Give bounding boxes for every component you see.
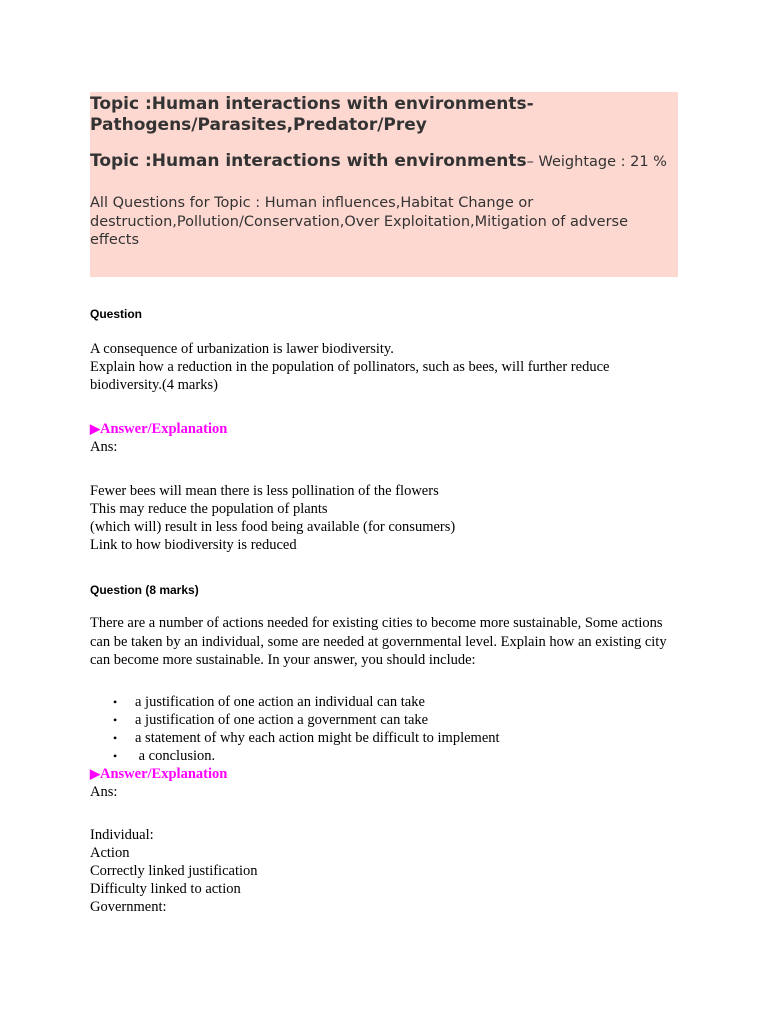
answer-explanation-toggle-2[interactable] — [90, 765, 678, 783]
answer-toggle-label: Answer/Explanation — [100, 765, 228, 782]
question-1-line: A consequence of urbanization is lawer biodiversity. — [90, 341, 394, 357]
list-item: • a justification of one action an individual can take — [135, 693, 678, 711]
answer-1-line: Fewer bees will mean there is less pollination of the flowers — [90, 483, 439, 499]
question-2-intro: There are a number of actions needed for existing cities to become more sustainable, Some actions can be taken by an individual, some are needed at governmental level. Explain how an existing city can become more sustainable. In your answer, you should include: — [90, 615, 667, 668]
question-2-label: Question (8 marks) — [90, 583, 199, 597]
document-page — [90, 92, 678, 916]
ans-label-2: Ans: — [90, 783, 118, 800]
answer-2-line: Government: — [90, 898, 167, 915]
answer-2-body — [90, 826, 678, 916]
answer-1-line: This may reduce the population of plants — [90, 501, 328, 517]
requirements-list — [90, 693, 678, 765]
answer-2-line: Difficulty linked to action — [90, 880, 241, 897]
answer-2-line: Individual: — [90, 826, 154, 843]
answer-2-line: Action — [90, 844, 130, 861]
answer-1-line: (which will) result in less food being available (for consumers) — [90, 519, 456, 535]
question-1-line: Explain how a reduction in the population of pollinators, such as bees, will further reduce biodiversity.(4 marks) — [90, 359, 610, 393]
list-item: • a statement of why each action might be difficult to implement — [135, 729, 678, 747]
topic-header-box — [90, 92, 678, 277]
answer-2-line: Correctly linked justification — [90, 862, 258, 879]
question-1-label: Question — [90, 307, 143, 321]
question-1-body — [90, 340, 678, 394]
list-item: • a justification of one action a government can take — [135, 711, 678, 729]
topic-subtitle-bold: Topic :Human interactions with environments — [90, 151, 527, 171]
answer-1-body — [90, 482, 678, 554]
all-questions-text: All Questions for Topic : Human influences,Habitat Change or destruction,Pollution/Conservation,Over Exploitation,Mitigation of adverse effects — [90, 195, 629, 248]
list-item: • a conclusion. — [135, 747, 678, 765]
answer-explanation-toggle-1[interactable] — [90, 420, 678, 438]
play-triangle-icon: ▶ — [90, 765, 100, 781]
weightage-text: – Weightage : 21 % — [526, 154, 667, 170]
topic-title: Topic :Human interactions with environments-Pathogens/Parasites,Predator/Prey — [90, 94, 534, 135]
answer-1-line: Link to how biodiversity is reduced — [90, 537, 297, 553]
play-triangle-icon: ▶ — [90, 421, 100, 436]
topic-subtitle — [90, 152, 678, 172]
answer-toggle-label: Answer/Explanation — [100, 421, 228, 437]
ans-label-1: Ans: — [90, 439, 118, 455]
